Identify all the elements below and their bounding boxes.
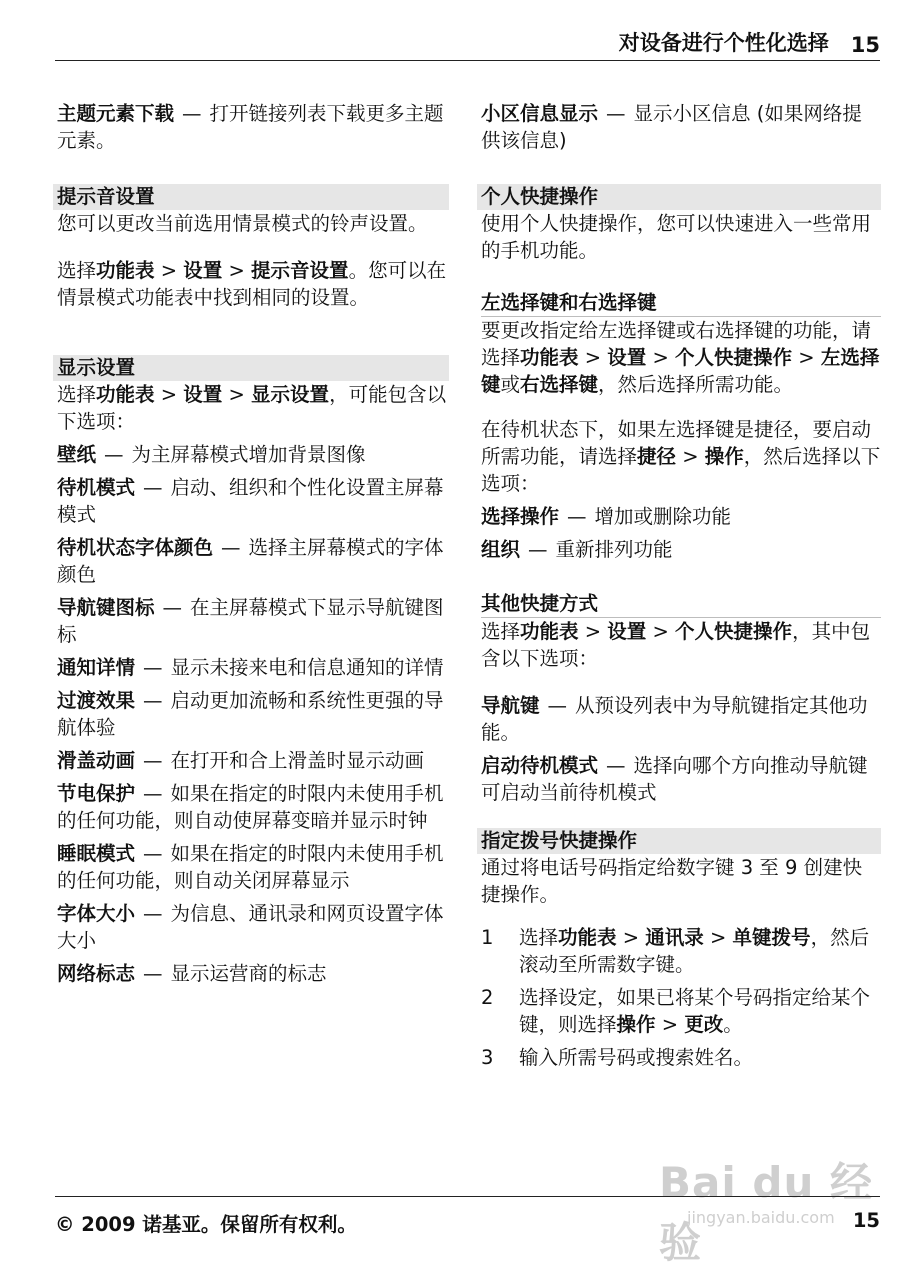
display-option: [57, 960, 449, 987]
menu-path: 功能表: [96, 259, 155, 282]
display-option: [57, 687, 449, 741]
text: 选择: [481, 620, 521, 643]
step-number: 3: [481, 1046, 494, 1069]
text: ，然后选择所需功能。: [598, 373, 794, 396]
dash: —: [143, 689, 163, 712]
display-option: [57, 534, 449, 588]
menu-path: 设置: [607, 620, 647, 643]
watermark-logo: Bai du 经验: [659, 1158, 873, 1267]
step-item: [481, 1044, 881, 1071]
display-option: [57, 441, 449, 468]
desc: 选择主屏幕模式的字体颜色: [57, 536, 444, 586]
desc: 在主屏幕模式下显示导航键图标: [57, 596, 444, 646]
sep: >: [578, 620, 608, 643]
step-number: 2: [481, 986, 494, 1009]
menu-path: 更改: [684, 1013, 724, 1036]
dash: —: [143, 842, 163, 865]
text: 在待机状态下，如果左选择键是捷径，要启动所需功能，请选择: [481, 418, 872, 468]
text: 选择设定，如果已将某个号码指定给某个键，则选择: [519, 986, 871, 1036]
menu-path: 捷径: [637, 445, 677, 468]
page-header: [55, 30, 880, 61]
text: 选择: [519, 926, 559, 949]
step-text: [519, 924, 881, 978]
desc: 如果在指定的时限内未使用手机的任何功能，则自动使屏幕变暗并显示时钟: [57, 782, 444, 832]
cell-info-entry: [481, 100, 881, 154]
desc: 增加或删除功能: [594, 505, 732, 528]
step-item: [481, 924, 881, 978]
menu-path: 单键拨号: [732, 926, 811, 949]
step-text: [519, 984, 881, 1038]
dash: —: [182, 102, 202, 125]
text: 或: [500, 373, 521, 396]
text: 选择: [57, 259, 97, 282]
watermark-site: jingyan.baidu.com: [687, 1208, 835, 1227]
text: ，其中包含以下选项：: [481, 620, 871, 670]
term: 小区信息显示: [481, 102, 599, 125]
sep: >: [154, 259, 184, 282]
desc: 显示小区信息 (如果网络提供该信息): [481, 102, 862, 152]
display-option: [57, 654, 449, 681]
menu-path: 功能表: [520, 346, 579, 369]
display-option: [57, 780, 449, 834]
menu-path: 个人快捷操作: [675, 346, 793, 369]
text: 选择: [57, 383, 97, 406]
footer-page-number: 15: [852, 1209, 880, 1232]
desc: 如果在指定的时限内未使用手机的任何功能，则自动关闭屏幕显示: [57, 842, 444, 892]
tones-paragraph-1: 您可以更改当前选用情景模式的铃声设置。: [57, 212, 428, 235]
dash: —: [567, 505, 587, 528]
term: 过渡效果: [57, 689, 136, 712]
display-option: [57, 747, 449, 774]
softkey-option: [481, 503, 881, 530]
menu-path: 功能表: [558, 926, 617, 949]
menu-path: 功能表: [520, 620, 579, 643]
menu-path: 操作: [616, 1013, 656, 1036]
copyright: © 2009 诺基亚。保留所有权利。: [55, 1213, 357, 1236]
menu-path: 功能表: [96, 383, 155, 406]
other-intro: [481, 618, 881, 672]
term: 导航键图标: [57, 596, 155, 619]
dash: —: [143, 476, 163, 499]
sep: >: [646, 346, 676, 369]
desc: 从预设列表中为导航键指定其他功能。: [481, 694, 868, 744]
header-title: 对设备进行个性化选择: [618, 31, 829, 55]
header-page-number: 15: [850, 33, 880, 57]
menu-path: 操作: [704, 445, 744, 468]
sep: >: [616, 926, 646, 949]
subheading-softkeys: 左选择键和右选择键: [481, 290, 881, 317]
sep: >: [676, 445, 705, 468]
term: 组织: [481, 538, 521, 561]
sep: >: [222, 259, 252, 282]
softkeys-paragraph-1: [481, 317, 881, 398]
dash: —: [104, 443, 124, 466]
display-option: [57, 474, 449, 528]
section-heading-tones: 提示音设置: [53, 184, 449, 210]
other-option: [481, 692, 881, 746]
right-column: [481, 100, 881, 1077]
text: ，然后滚动至所需数字键。: [519, 926, 870, 976]
desc: 显示运营商的标志: [170, 962, 327, 985]
tones-paragraph-2: [57, 257, 449, 311]
dash: —: [606, 754, 626, 777]
menu-path: 设置: [183, 259, 223, 282]
section-heading-personal-shortcuts: 个人快捷操作: [477, 184, 881, 210]
display-option: [57, 840, 449, 894]
text: ，然后选择以下选项：: [481, 445, 881, 495]
term: 通知详情: [57, 656, 136, 679]
term: 导航键: [481, 694, 540, 717]
term: 网络标志: [57, 962, 136, 985]
dash: —: [143, 782, 163, 805]
dash: —: [528, 538, 548, 561]
desc: 重新排列功能: [555, 538, 673, 561]
sep: >: [792, 346, 821, 369]
menu-path: 设置: [183, 383, 223, 406]
sep: >: [154, 383, 184, 406]
personal-paragraph: 使用个人快捷操作，您可以快速进入一些常用的手机功能。: [481, 212, 872, 262]
section-heading-display: 显示设置: [53, 355, 449, 381]
dash: —: [143, 656, 163, 679]
dash: —: [143, 962, 163, 985]
term: 壁纸: [57, 443, 97, 466]
menu-path: 个人快捷操作: [675, 620, 793, 643]
sep: >: [703, 926, 733, 949]
text: ，可能包含以下选项：: [57, 383, 447, 433]
sep: >: [655, 1013, 685, 1036]
display-intro: [57, 381, 449, 435]
term: 滑盖动画: [57, 749, 136, 772]
softkey-option: [481, 536, 881, 563]
menu-path: 显示设置: [251, 383, 330, 406]
dash: —: [162, 596, 183, 619]
term: 待机模式: [57, 476, 136, 499]
term: 睡眠模式: [57, 842, 136, 865]
text: 要更改指定给左选择键或右选择键的功能，请选择: [481, 319, 872, 369]
term: 字体大小: [57, 902, 136, 925]
menu-path: 左选择键: [481, 346, 880, 396]
text: 。: [723, 1013, 743, 1036]
display-option: [57, 594, 449, 648]
step-number: 1: [481, 926, 494, 949]
dash: —: [143, 749, 163, 772]
dash: —: [547, 694, 568, 717]
softkeys-paragraph-2: [481, 416, 881, 497]
section-heading-speed-dial: 指定拨号快捷操作: [477, 828, 881, 854]
term: 节电保护: [57, 782, 136, 805]
other-option: [481, 752, 881, 806]
menu-path: 提示音设置: [251, 259, 349, 282]
left-column: [57, 100, 449, 993]
text: 。您可以在情景模式功能表中找到相同的设置。: [57, 259, 447, 309]
step-item: [481, 984, 881, 1038]
dash: —: [606, 102, 626, 125]
sep: >: [578, 346, 608, 369]
term: 待机状态字体颜色: [57, 536, 214, 559]
desc: 启动更加流畅和系统性更强的导航体验: [57, 689, 444, 739]
dash: —: [143, 902, 163, 925]
menu-path: 通讯录: [645, 926, 704, 949]
sep: >: [646, 620, 676, 643]
theme-download-entry: [57, 100, 449, 154]
dash: —: [221, 536, 241, 559]
desc: 打开链接列表下载更多主题元素。: [57, 102, 444, 152]
page-footer: [55, 1196, 880, 1237]
speed-dial-steps: [481, 924, 881, 1071]
desc: 选择向哪个方向推动导航键可启动当前待机模式: [481, 754, 868, 804]
term: 选择操作: [481, 505, 560, 528]
menu-path: 右选择键: [520, 373, 599, 396]
display-option: [57, 900, 449, 954]
subheading-other-shortcuts: 其他快捷方式: [481, 591, 881, 618]
menu-path: 设置: [607, 346, 647, 369]
speed-dial-paragraph: 通过将电话号码指定给数字键 3 至 9 创建快捷操作。: [481, 856, 863, 906]
sep: >: [222, 383, 252, 406]
step-text: 输入所需号码或搜索姓名。: [519, 1046, 754, 1069]
term: 启动待机模式: [481, 754, 599, 777]
desc: 为信息、通讯录和网页设置字体大小: [57, 902, 444, 952]
desc: 为主屏幕模式增加背景图像: [131, 443, 366, 466]
desc: 启动、组织和个性化设置主屏幕模式: [57, 476, 444, 526]
desc: 显示未接来电和信息通知的详情: [170, 656, 444, 679]
term: 主题元素下载: [57, 102, 175, 125]
desc: 在打开和合上滑盖时显示动画: [170, 749, 425, 772]
